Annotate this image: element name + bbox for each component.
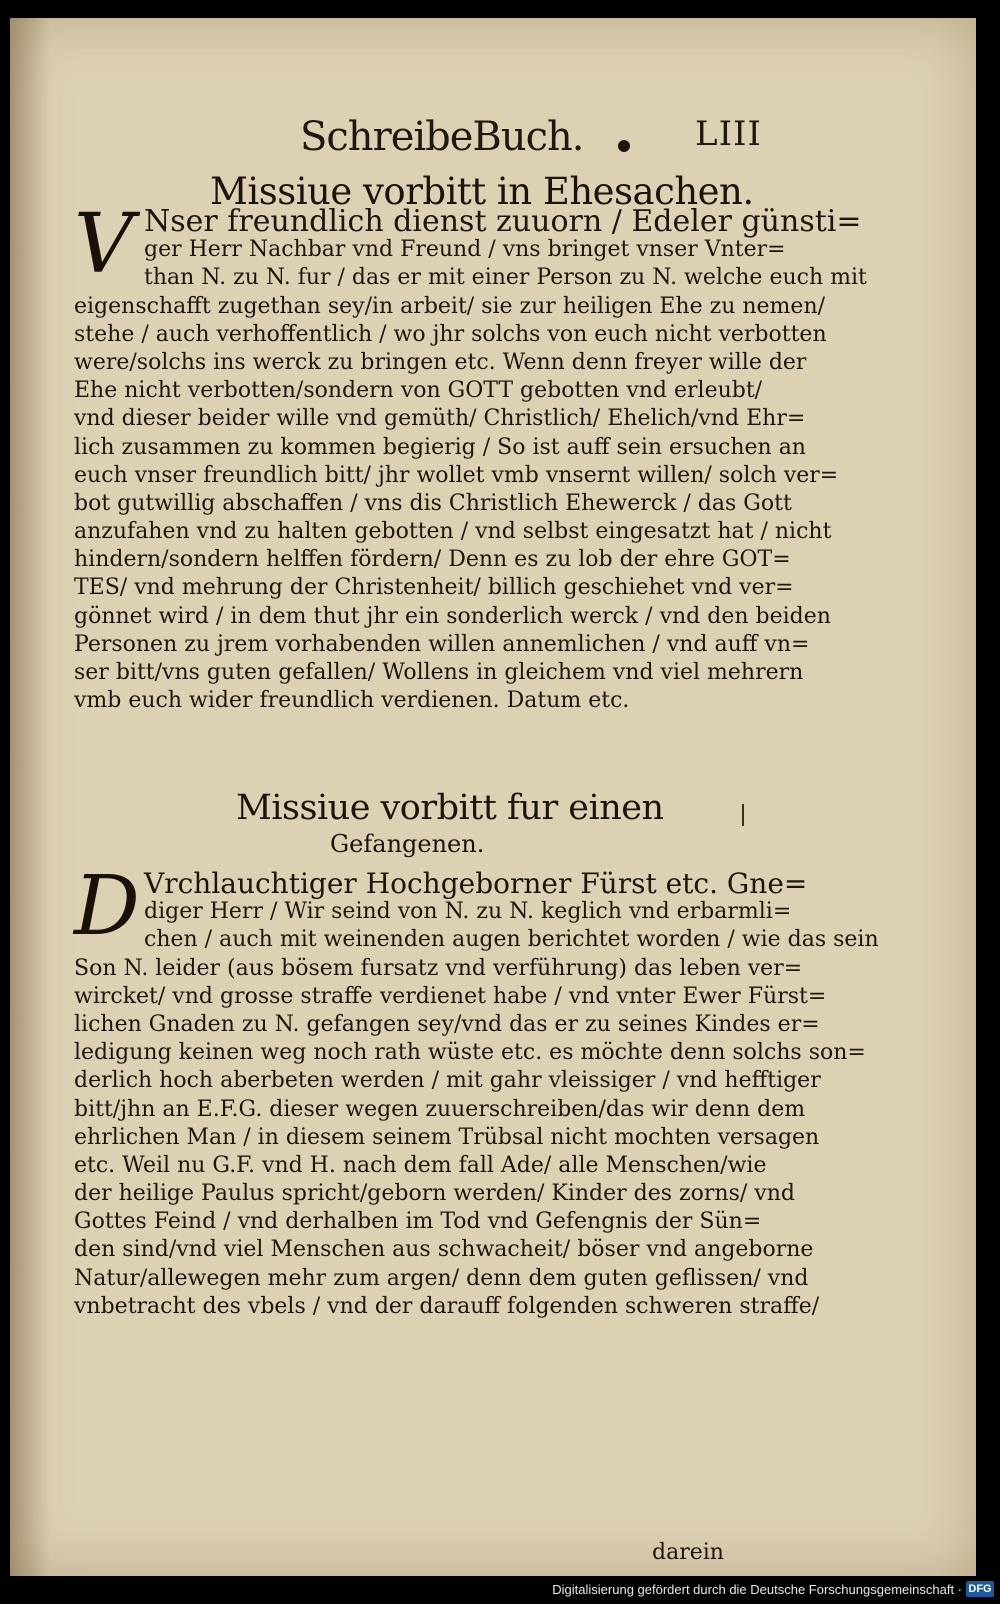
book-page (10, 18, 976, 1576)
text-line: bot gutwillig abschaffen / vns dis Christlich Ehewerck / das Gott (74, 490, 792, 516)
text-line: ser bitt/vns guten gefallen/ Wollens in gleichem vnd viel mehrern (74, 660, 804, 685)
letter-marriage-text (74, 197, 867, 715)
text-line: euch vnser freundlich bitt/ jhr wollet vmb vnsernt willen/ solch ver= (74, 462, 839, 488)
text-line: vmb euch wider freundlich verdienen. Datum etc. (74, 688, 630, 714)
letter-prisoner-text (74, 859, 879, 1321)
text-line: lich zusammen zu kommen begierig / So ist auff sein ersuchen an (74, 434, 806, 460)
text-line: hindern/sondern helffen fördern/ Denn es zu lob der ehre GOT= (74, 547, 791, 573)
drop-cap-initial: V (74, 197, 134, 292)
footer-bar (0, 1576, 1000, 1604)
text-line: ledigung keinen weg noch rath wüste etc. es möchte denn solchs son= (74, 1040, 866, 1066)
text-line: der heilige Paulus spricht/geborn werden/ Kinder des zorns/ vnd (74, 1181, 795, 1207)
section-subheading-prisoner: Gefangenen. (330, 830, 485, 858)
text-line: Vrchlauchtiger Hochgeborner Fürst etc. Gne= (144, 867, 808, 900)
text-line: vnd dieser beider wille vnd gemüth/ Christlich/ Ehelich/vnd Ehr= (74, 406, 806, 432)
text-line: TES/ vnd mehrung der Christenheit/ billich geschiehet vnd ver= (74, 575, 794, 601)
folio-number: LIII (695, 114, 762, 154)
section-heading-marriage: Missiue vorbitt in Ehesachen. (210, 170, 754, 213)
running-head (300, 114, 936, 174)
text-line: etc. Weil nu G.F. vnd H. nach dem fall Ade/ alle Menschen/wie (74, 1152, 767, 1178)
text-line: gönnet wird / in dem thut jhr ein sonderlich werck / vnd den beiden (74, 603, 831, 629)
text-line: Ehe nicht verbotten/sondern von GOTT gebotten vnd erleubt/ (74, 378, 763, 404)
section-heading-prisoner: Missiue vorbitt fur einen (236, 788, 664, 828)
running-head-title: SchreibeBuch. (300, 114, 584, 160)
text-line: anzufahen vnd zu halten gebotten / vnd selbst eingesatzt hat / nicht (74, 519, 832, 545)
drop-cap-initial: D (74, 859, 140, 954)
text-line: lichen Gnaden zu N. gefangen sey/vnd das er zu seines Kindes er= (74, 1011, 820, 1037)
text-line: ehrlichen Man / in diesem seinem Trübsal nicht mochten versagen (74, 1124, 820, 1150)
funding-credit: Digitalisierung gefördert durch die Deutsche Forschungsgemeinschaft · (552, 1582, 962, 1597)
text-line: Personen zu jrem vorhabenden willen annemlichen / vnd auff vn= (74, 631, 810, 657)
text-line: diger Herr / Wir seind von N. zu N. keglich vnd erbarmli= (144, 899, 792, 925)
text-line: Gottes Feind / vnd derhalben im Tod vnd Gefengnis der Sün= (74, 1209, 762, 1235)
text-line: than N. zu N. fur / das er mit einer Person zu N. welche euch mit (144, 265, 867, 291)
text-line: den sind/vnd viel Menschen aus schwacheit/ böser vnd angeborne (74, 1237, 814, 1263)
catchword: darein (652, 1540, 724, 1565)
text-line: bitt/jhn an E.F.G. dieser wegen zuuerschreiben/das wir denn dem (74, 1096, 806, 1122)
text-line: Son N. leider (aus bösem fursatz vnd verführung) das leben ver= (74, 955, 803, 981)
text-line: chen / auch mit weinenden augen berichtet worden / wie das sein (144, 927, 879, 953)
text-line: vnbetracht des vbels / vnd der darauff folgenden schweren straffe/ (74, 1293, 820, 1319)
text-line: Natur/allewegen mehr zum argen/ denn dem guten geflissen/ vnd (74, 1265, 809, 1291)
margin-mark (742, 804, 744, 826)
text-line: derlich hoch aberbeten werden / mit gahr vleissiger / vnd hefftiger (74, 1068, 821, 1094)
text-line: eigenschafft zugethan sey/in arbeit/ sie zur heiligen Ehe zu nemen/ (74, 293, 826, 319)
text-line: were/solchs ins werck zu bringen etc. Wenn denn freyer wille der (74, 349, 807, 375)
text-line: wircket/ vnd grosse straffe verdienet habe / vnd vnter Ewer Fürst= (74, 983, 827, 1009)
ornament-dot (618, 140, 630, 152)
text-line: stehe / auch verhoffentlich / wo jhr solchs von euch nicht verbotten (74, 321, 827, 347)
text-line: Nser freundlich dienst zuuorn / Edeler günsti= (144, 204, 862, 239)
dfg-logo[interactable]: DFG (966, 1581, 994, 1597)
text-line: ger Herr Nachbar vnd Freund / vns bringet vnser Vnter= (144, 237, 786, 263)
